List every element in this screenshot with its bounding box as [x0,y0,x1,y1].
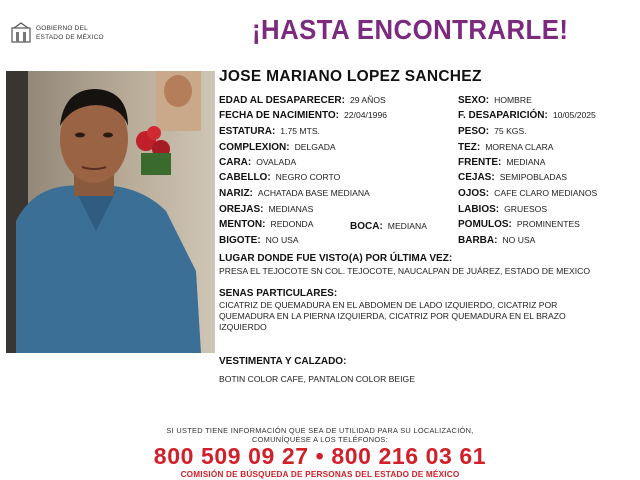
field-disappearance-date: F. DESAPARICIÓN: 10/05/2025 [458,110,596,121]
field-lips: LABIOS: GRUESOS [458,204,548,215]
person-name: JOSE MARIANO LOPEZ SANCHEZ [219,68,482,85]
field-height: ESTATURA: 1.75 MTS. [219,126,320,137]
field-eyes: OJOS: CAFE CLARO MEDIANOS [458,188,598,199]
field-build: COMPLEXION: DELGADA [219,142,336,153]
government-logo [10,22,120,46]
marks-text: CICATRIZ DE QUEMADURA EN EL ABDOMEN DE LADO IZQUIERDO, CICATRIZ POR QUEMADURA EN LA PIERNA IZQUIERDA, CICATRIZ POR QUEMADURA EN EL BRAZO IZQUIERDO [219,300,566,333]
field-mouth: BOCA: MEDIANA [350,221,427,232]
clothing-text: BOTIN COLOR CAFE, PANTALON COLOR BEIGE [219,374,415,384]
contact-note-line-2: COMUNÍQUESE A LOS TELÉFONOS: [252,435,388,444]
field-face: CARA: OVALADA [219,157,297,168]
field-mustache: BIGOTE: NO USA [219,235,299,246]
field-cheekbones: POMULOS: PROMINENTES [458,219,580,230]
phone-numbers: 800 509 09 27 • 800 216 03 61 [153,443,487,469]
field-eyebrows: CEJAS: SEMIPOBLADAS [458,172,568,183]
last-seen-title: LUGAR DONDE FUE VISTO(A) POR ÚLTIMA VEZ: [219,253,453,264]
field-nose: NARIZ: ACHATADA BASE MEDIANA [219,188,370,199]
field-beard: BARBA: NO USA [458,235,536,246]
last-seen-text: PRESA EL TEJOCOTE SN COL. TEJOCOTE, NAUCALPAN DE JUÁREZ, ESTADO DE MEXICO [219,266,591,276]
seal-icon [10,22,32,44]
field-chin: MENTON: REDONDA [219,219,314,230]
commission-name: COMISIÓN DE BÚSQUEDA DE PERSONAS DEL ESTADO DE MÉXICO [180,470,460,479]
contact-note-line-1: SI USTED TIENE INFORMACIÓN QUE SEA DE UTILIDAD PARA SU LOCALIZACIÓN, [166,426,474,435]
gov-line-1: GOBIERNO DEL [36,25,88,32]
field-forehead: FRENTE: MEDIANA [458,157,546,168]
field-complexion: TEZ: MORENA CLARA [458,142,554,153]
gov-line-2: ESTADO DE MÉXICO [36,34,104,41]
contact-note [0,426,640,444]
field-hair: CABELLO: NEGRO CORTO [219,172,341,183]
headline: ¡HASTA ENCONTRARLE! [252,14,569,45]
marks-title: SENAS PARTICULARES: [219,288,338,299]
missing-person-photo [6,71,215,353]
clothing-title: VESTIMENTA Y CALZADO: [219,356,347,367]
field-age: EDAD AL DESAPARECER: 29 AÑOS [219,95,386,106]
field-ears: OREJAS: MEDIANAS [219,204,314,215]
field-sex: SEXO: HOMBRE [458,95,532,106]
field-weight: PESO: 75 KGS. [458,126,527,137]
field-birthdate: FECHA DE NACIMIENTO: 22/04/1996 [219,110,388,121]
